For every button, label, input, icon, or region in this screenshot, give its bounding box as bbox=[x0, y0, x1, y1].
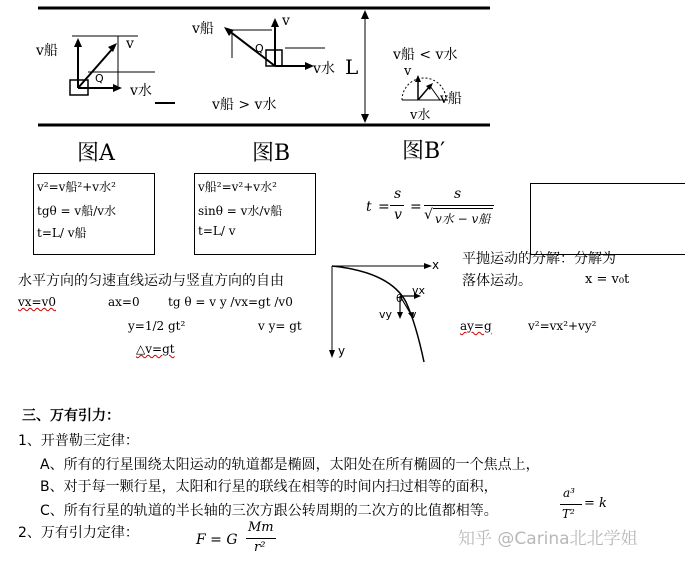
graph-x-label: x bbox=[432, 258, 440, 272]
projectile-heading-2: 落体运动。 bbox=[462, 273, 532, 289]
gravitation-section-title: 三、万有引力： bbox=[22, 408, 120, 424]
box-a-line-3: t=L/ v船 bbox=[37, 226, 87, 240]
projectile-vx: vx=v0 bbox=[18, 295, 57, 309]
figure-a-diagram bbox=[70, 36, 175, 103]
newton-formula-den: r² bbox=[254, 540, 266, 555]
fig-bprime-v-label: v bbox=[404, 64, 412, 79]
kepler-formula-den: T² bbox=[562, 507, 575, 521]
kepler-law-c: C、所有行星的轨道的半长轴的三次方跟公转周期的二次方的比值都相等。 bbox=[40, 503, 498, 519]
box-b-line-2: sinθ = v水/v船 bbox=[198, 204, 283, 218]
projectile-y: y=1/2 gt² bbox=[128, 319, 186, 333]
fig-a-v-label: v bbox=[126, 36, 134, 52]
figure-b-diagram bbox=[224, 18, 325, 70]
fig-a-vboat-label: v船 bbox=[36, 43, 58, 59]
kepler-heading: 1、开普勒三定律： bbox=[18, 433, 139, 449]
fig-b-vboat-label: v船 bbox=[192, 21, 214, 37]
graph-y-label: y bbox=[338, 344, 346, 358]
projectile-x-formula: x = v₀t bbox=[585, 272, 630, 287]
newton-formula-num: Mm bbox=[248, 520, 274, 535]
fig-a-caption: 图A bbox=[77, 141, 115, 166]
fig-bprime-condition: v船 < v水 bbox=[393, 47, 458, 63]
graph-vy-label: vy bbox=[379, 308, 393, 321]
time-formula-t: t bbox=[366, 199, 372, 215]
time-formula-s2: s bbox=[454, 186, 462, 202]
empty-box bbox=[530, 183, 685, 255]
kepler-formula-num: a³ bbox=[563, 486, 575, 500]
kepler-law-a: A、所有的行星围绕太阳运动的轨道都是椭圆，太阳处在所有椭圆的一个焦点上， bbox=[40, 457, 540, 473]
river-width-label: L bbox=[345, 55, 359, 79]
fig-bprime-vboat-label: v船 bbox=[440, 91, 462, 107]
fig-bprime-caption: 图B′ bbox=[402, 139, 446, 164]
projectile-ay: ay=g bbox=[460, 319, 492, 333]
projectile-ax: ax=0 bbox=[108, 295, 140, 309]
box-a-line-2: tgθ = v船/v水 bbox=[37, 204, 117, 218]
projectile-heading-1: 平抛运动的分解：分解为 bbox=[462, 251, 616, 267]
time-formula-s1: s bbox=[394, 186, 402, 202]
kepler-law-b: B、对于每一颗行星，太阳和行星的联线在相等的时间内扫过相等的面积， bbox=[40, 479, 498, 495]
kepler-formula-rhs: = k bbox=[584, 496, 607, 511]
time-formula-sqrt: v水 − v船 bbox=[435, 212, 491, 226]
river-figures bbox=[0, 0, 685, 135]
newton-heading: 2、万有引力定律： bbox=[18, 525, 139, 541]
projectile-delta: △v=gt bbox=[136, 342, 175, 356]
fig-b-condition: v船 > v水 bbox=[212, 97, 277, 113]
fig-a-q-label: Q bbox=[95, 72, 104, 85]
newton-formula-lhs: F = G bbox=[196, 532, 238, 548]
fig-a-vwater-label: v水 bbox=[130, 83, 152, 99]
projectile-tg: tg θ = v y /vx=gt /v0 bbox=[168, 295, 293, 309]
fig-b-q-label: Q bbox=[255, 42, 264, 55]
box-b-line-3: t=L/ v bbox=[198, 224, 236, 238]
fig-b-vwater-label: v水 bbox=[313, 61, 335, 77]
graph-v-label: v bbox=[410, 308, 417, 321]
formula-box-a bbox=[33, 173, 155, 255]
graph-vx-label: vx bbox=[412, 284, 426, 297]
watermark: 知乎 @Carina北北学姐 bbox=[458, 529, 638, 549]
projectile-v2: v²=vx²+vy² bbox=[528, 319, 597, 333]
box-a-line-1: v²=v船²+v水² bbox=[37, 180, 116, 194]
fig-b-v-label: v bbox=[282, 13, 290, 29]
fig-bprime-vwater-label: v水 bbox=[410, 108, 431, 123]
projectile-description: 水平方向的匀速直线运动与竖直方向的自由 bbox=[18, 273, 284, 289]
formula-box-b bbox=[194, 173, 316, 255]
time-formula-v: v bbox=[394, 207, 402, 223]
fig-b-caption: 图B bbox=[252, 141, 291, 166]
box-b-line-1: v船²=v²+v水² bbox=[198, 180, 277, 194]
projectile-vy: v y= gt bbox=[258, 319, 302, 333]
river-width-indicator bbox=[361, 10, 369, 123]
graph-theta-label: θ bbox=[396, 292, 403, 305]
